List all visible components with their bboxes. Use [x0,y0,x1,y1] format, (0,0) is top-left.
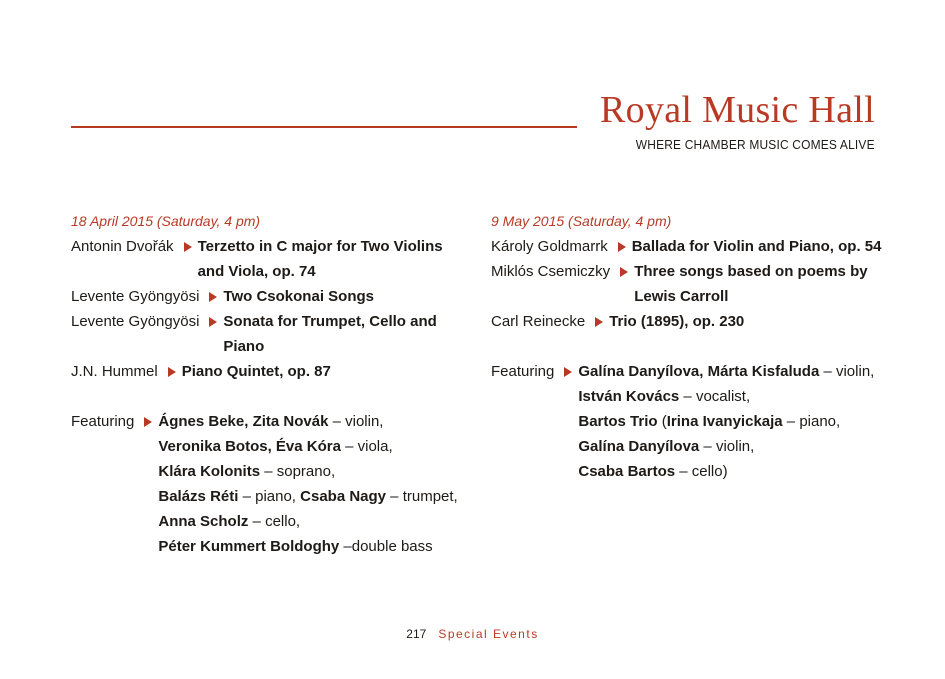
performer-list [578,359,911,484]
arrow-right-icon [209,292,217,302]
performer-role: – viola, [340,438,393,455]
performer-role: – soprano, [260,463,336,480]
performer-name: Galína Danyílova, Márta Kisfaluda [578,363,820,380]
performer-role: ( [657,413,667,430]
concert-date: 9 May 2015 (Saturday, 4 pm) [491,213,672,229]
program-item [71,359,471,384]
composer: Levente Gyöngyösi [71,313,200,330]
program-item [71,309,471,359]
performer-name: Anna Scholz [158,513,249,530]
performer-role: – violin, [819,363,875,380]
performer-name: István Kovács [578,388,680,405]
concert-date: 18 April 2015 (Saturday, 4 pm) [71,213,261,229]
performer-line [158,534,471,559]
program-item [491,309,911,334]
work-title: Three songs based on poems by Lewis Carroll [634,263,868,305]
composer: J.N. Hummel [71,363,158,380]
performer-name: Csaba Bartos [578,463,676,480]
performer-line [578,409,911,434]
arrow-right-icon [184,242,192,252]
program-item [71,234,471,284]
performer-line [158,484,471,509]
work-title: Terzetto in C major for Two Violins and Viola, op. 74 [197,238,443,280]
work-title: Ballada for Violin and Piano, op. 54 [631,238,882,255]
performer-role: – trumpet, [386,488,458,505]
performer-name: Bartos Trio [578,413,658,430]
performer-line [578,434,911,459]
performer-role: – vocalist, [679,388,751,405]
arrow-right-icon [209,317,217,327]
program-item [491,259,911,309]
performer-list [158,409,471,559]
arrow-right-icon [618,242,626,252]
page-footer [0,627,945,641]
page-number: 217 [406,627,427,641]
performer-name: Balázs Réti [158,488,239,505]
performer-role: – violin, [328,413,384,430]
performer-role: –double bass [339,538,433,555]
arrow-right-icon [144,417,152,427]
arrow-right-icon [595,317,603,327]
program-item [491,234,911,259]
program-item [71,284,471,309]
performer-line [158,409,471,434]
page-subtitle: WHERE CHAMBER MUSIC COMES ALIVE [636,137,875,152]
performer-role: – cello, [248,513,301,530]
work-title: Sonata for Trumpet, Cello and Piano [223,313,437,355]
section-name: Special Events [438,627,539,641]
arrow-right-icon [564,367,572,377]
performer-line [578,384,911,409]
performer-role: – cello) [675,463,728,480]
performer-role: – piano, [238,488,301,505]
performer-name: Péter Kummert Boldoghy [158,538,340,555]
arrow-right-icon [620,267,628,277]
arrow-right-icon [168,367,176,377]
performer-name: Klára Kolonits [158,463,261,480]
composer: Miklós Csemiczky [491,263,611,280]
work-title: Piano Quintet, op. 87 [181,363,331,380]
header-rule [71,126,577,128]
featuring-label: Featuring [71,413,135,430]
performer-line [158,509,471,534]
performer-name: Galína Danyílova [578,438,700,455]
composer: Károly Goldmarrk [491,238,608,255]
work-title: Two Csokonai Songs [223,288,374,305]
composer: Levente Gyöngyösi [71,288,200,305]
work-title: Trio (1895), op. 230 [609,313,745,330]
page-title: Royal Music Hall [600,89,875,131]
performer-role: – piano, [782,413,841,430]
featuring-block [71,409,471,559]
composer: Antonin Dvořák [71,238,174,255]
performer-line [578,459,911,484]
performer-name: Ágnes Beke, Zita Novák [158,413,329,430]
performer-name: Irina Ivanyickaja [666,413,783,430]
performer-name: Csaba Nagy [300,488,387,505]
performer-line [158,434,471,459]
concert-left [71,209,471,559]
featuring-label: Featuring [491,363,555,380]
performer-line [158,459,471,484]
performer-line [578,359,911,384]
concert-right [491,209,911,484]
performer-name: Veronika Botos, Éva Kóra [158,438,341,455]
performer-role: – violin, [699,438,755,455]
featuring-block [491,359,911,484]
composer: Carl Reinecke [491,313,586,330]
